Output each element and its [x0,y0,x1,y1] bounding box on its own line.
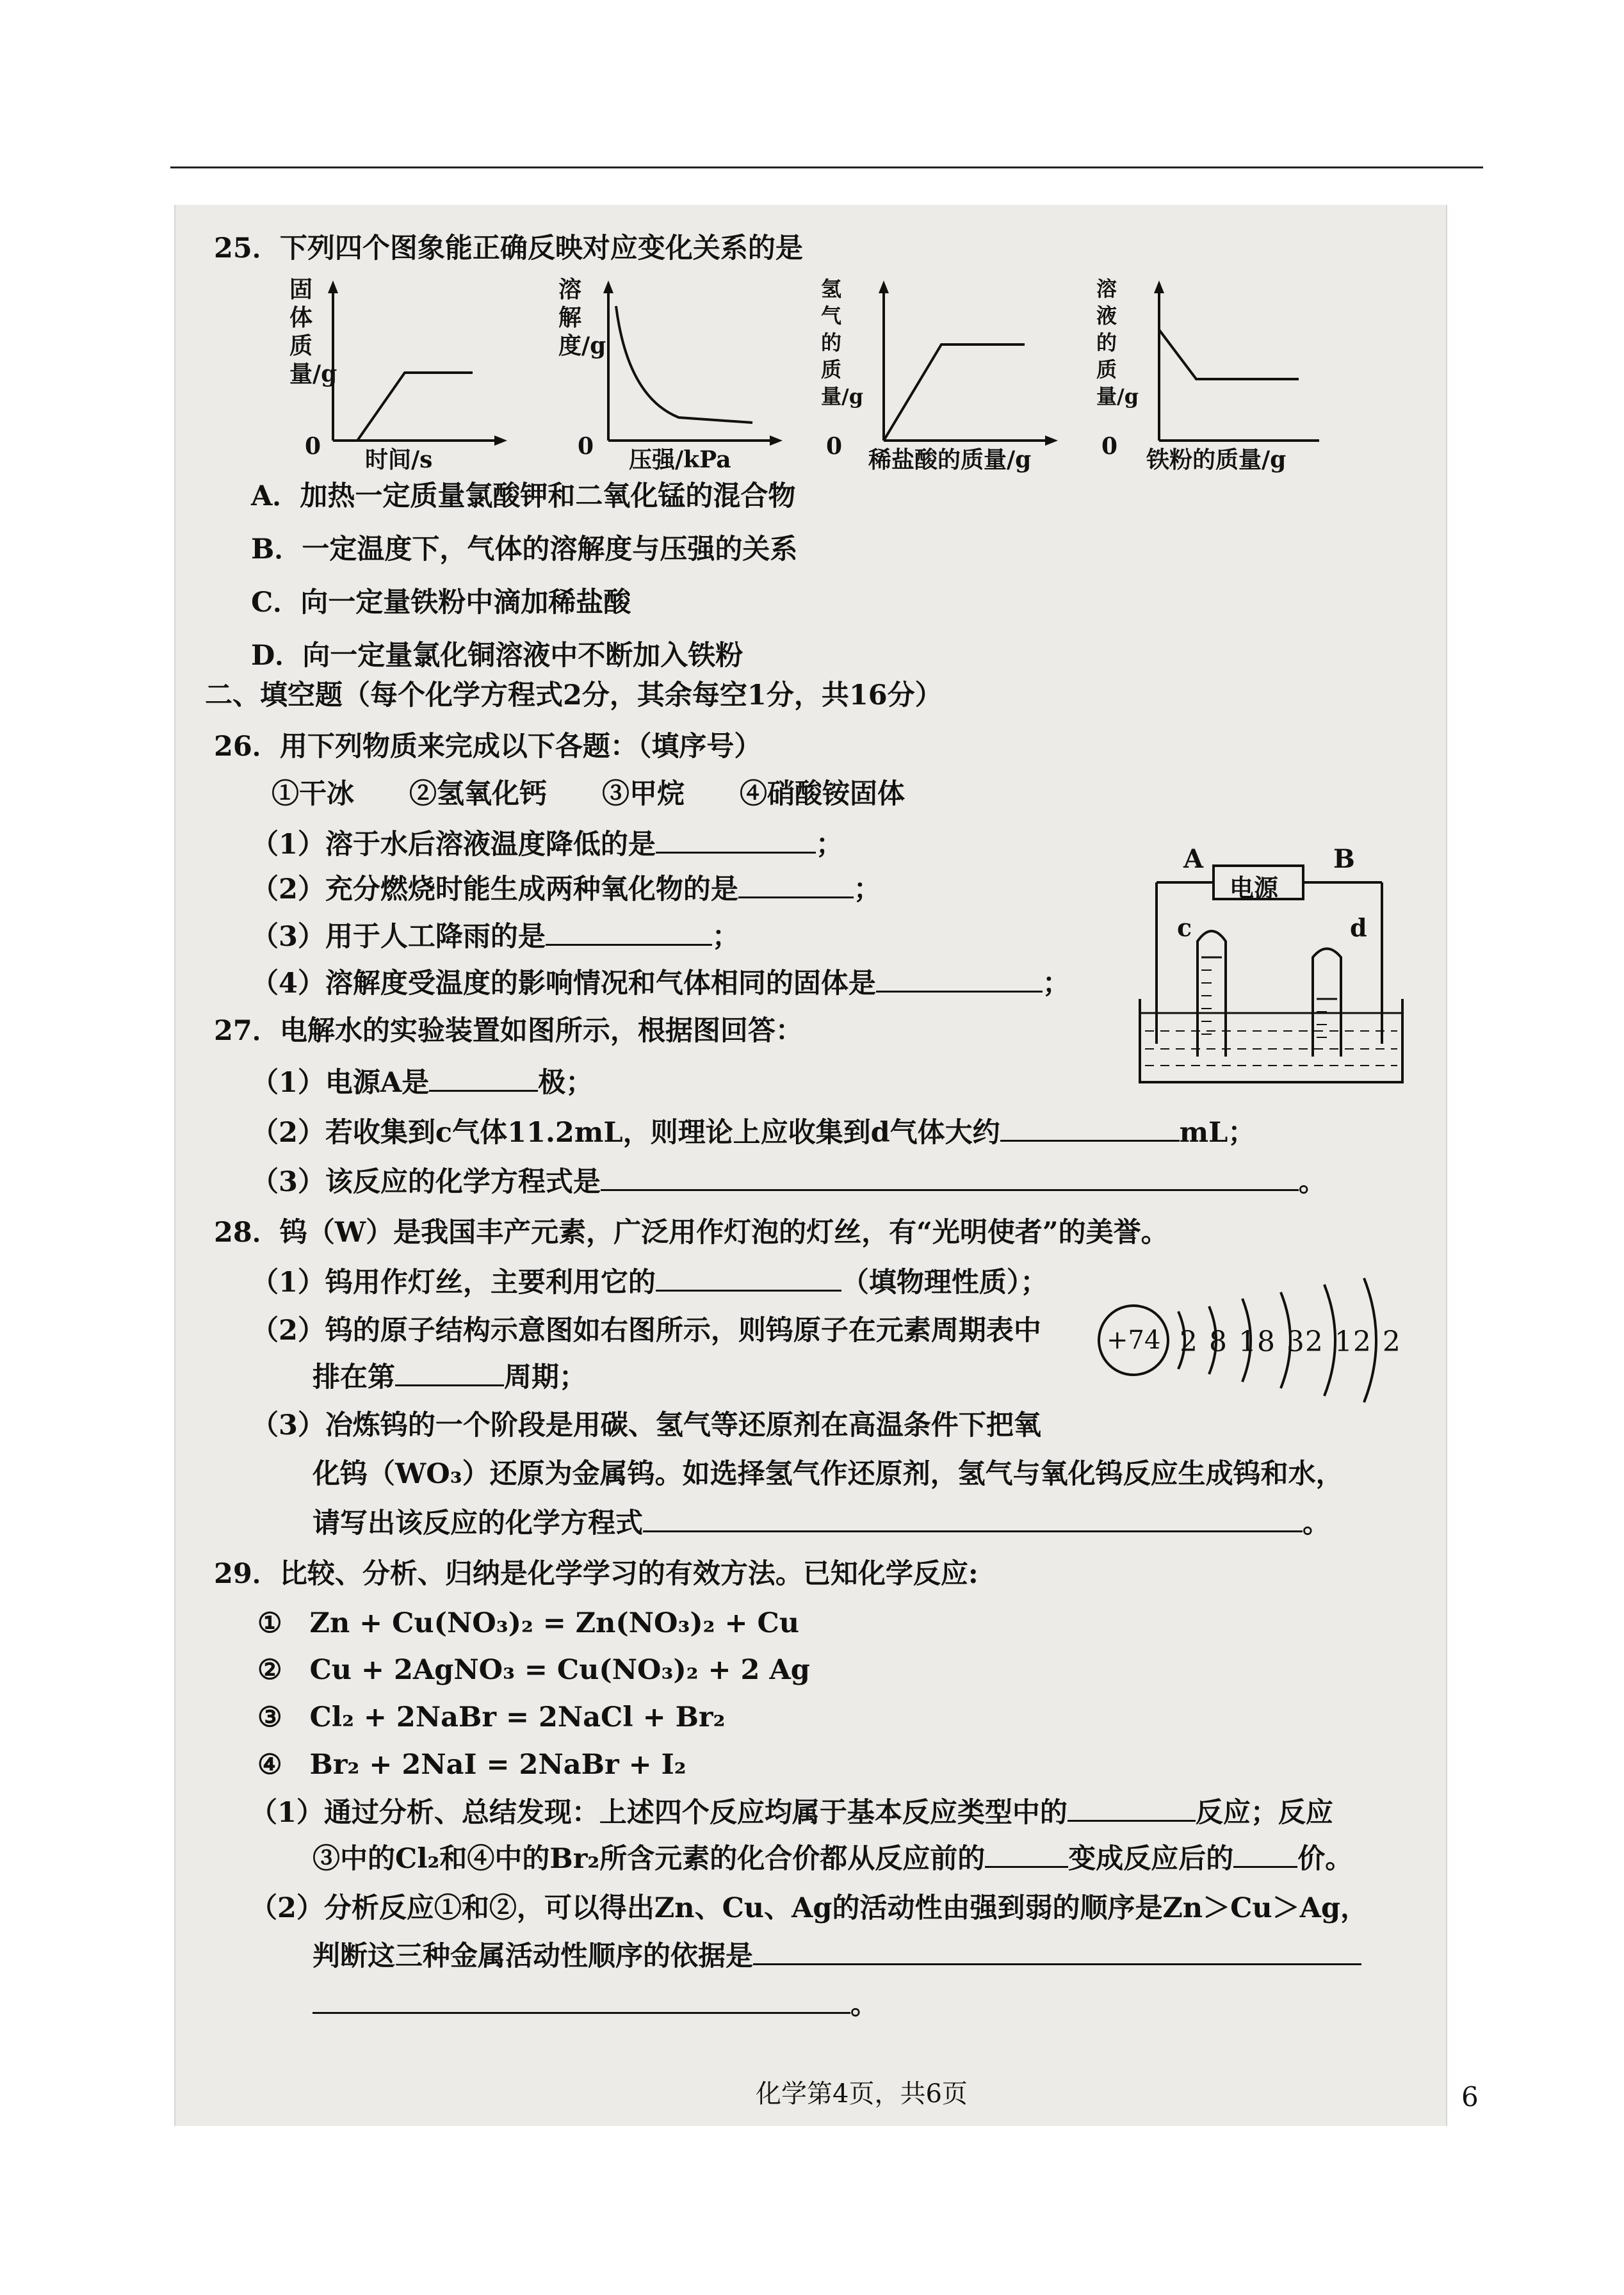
q29-reaction-1: ① Zn + Cu(NO₃)₂ = Zn(NO₃)₂ + Cu [257,1607,799,1639]
graph-b-curve [616,306,752,423]
q29-answer-1[interactable] [1068,1793,1196,1822]
q28-title: 28．钨（W）是我国丰产元素，广泛用作灯泡的灯丝，有“光明使者”的美誉。 [214,1217,1169,1249]
q28-item-3: 请写出该反应的化学方程式 。 [313,1504,1330,1543]
q28-item-2: 排在第 周期； [313,1358,587,1397]
q28-answer-1[interactable] [656,1263,841,1292]
graph-a [328,280,507,446]
graph-c-ylabel: 氢气的质量/g [821,277,864,409]
graph-d-xlabel: 铁粉的质量/g [1146,446,1287,473]
q26-title: 26．用下列物质来完成以下各题：（填序号） [214,731,762,763]
q25-option-c: C．向一定量铁粉中滴加稀盐酸 [251,587,631,619]
q26-item-3: （3）用于人工降雨的是 ； [251,917,740,956]
q27-title: 27．电解水的实验装置如图所示，根据图回答： [214,1015,803,1047]
apparatus-label-c: c [1177,913,1192,942]
q28-answer-3[interactable] [643,1504,1303,1532]
q25-title: 25．下列四个图象能正确反映对应变化关系的是 [214,232,803,264]
graph-d-origin: 0 [1101,433,1118,460]
q26-answer-4[interactable] [876,964,1043,993]
graph-a-ylabel: 固体质量/g [289,276,337,387]
section-title: 二、填空题（每个化学方程式2分，其余每空1分，共16分） [205,679,943,711]
q26-item-1: （1）溶于水后溶液温度降低的是 ； [251,825,843,864]
graph-b [603,280,783,446]
graph-c-curve [884,345,1025,441]
q26-item-4: （4）溶解度受温度的影响情况和气体相同的固体是 ； [251,964,1070,1003]
q29-item-2: 判断这三种金属活动性顺序的依据是 [313,1936,1361,1975]
q27-answer-1[interactable] [429,1063,538,1092]
q25-graphs [256,269,1319,467]
graph-a-curve [333,373,473,441]
graph-a-xlabel: 时间/s [365,446,433,473]
q27-answer-3[interactable] [601,1162,1299,1191]
apparatus-label-d: d [1350,913,1367,942]
q26-choices: ①干冰 ②氢氧化钙 ③甲烷 ④硝酸铵固体 [272,778,905,810]
page-number: 6 [1461,2081,1479,2113]
q28-item-2-line1: （2）钨的原子结构示意图如右图所示，则钨原子在元素周期表中 [251,1315,1041,1347]
q26-answer-3[interactable] [546,917,712,946]
q27-item-1: （1）电源A是 极； [251,1063,593,1102]
graph-c-xlabel: 稀盐酸的质量/g [868,446,1032,473]
q29-answer-3[interactable] [1233,1839,1297,1868]
q25-option-a: A．加热一定质量氯酸钾和二氧化锰的混合物 [251,480,796,512]
page-footer: 化学第4页，共6页 [756,2079,968,2109]
q29-reaction-2: ② Cu + 2AgNO₃ = Cu(NO₃)₂ + 2 Ag [257,1654,810,1686]
q29-reaction-3: ③ Cl₂ + 2NaBr = 2NaCl + Br₂ [257,1701,726,1733]
graph-a-origin: 0 [305,433,321,460]
q29-item-2-cont: 。 [313,1985,878,2024]
q28-answer-2[interactable] [395,1358,504,1386]
q27-item-3: （3）该反应的化学方程式是 。 [251,1162,1326,1201]
q25-option-d: D．向一定量氯化铜溶液中不断加入铁粉 [251,640,743,672]
q29-item-1b: ③中的Cl₂和④中的Br₂所含元素的化合价都从反应前的 变成反应后的 价。 [313,1839,1352,1878]
graph-d-ylabel: 溶液的质量/g [1096,277,1139,409]
graph-b-xlabel: 压强/kPa [629,446,731,473]
q29-answer-4[interactable] [753,1936,1361,1965]
q28-item-1: （1）钨用作灯丝，主要利用它的 （填物理性质）； [251,1263,1048,1302]
q26-item-4-text: （4）溶解度受温度的影响情况和气体相同的固体是 [251,968,876,1000]
q27-answer-2[interactable] [1000,1113,1180,1142]
graph-c [879,280,1058,446]
q28-item-3-line2: 化钨（WO₃）还原为金属钨。如选择氢气作还原剂，氢气与氧化钨反应生成钨和水， [313,1458,1344,1490]
graph-c-origin: 0 [826,433,843,460]
graph-d-curve [1159,330,1299,379]
q29-item-2-line1: （2）分析反应①和②，可以得出Zn、Cu、Ag的活动性由强到弱的顺序是Zn＞Cu＞Ag， [250,1892,1368,1924]
atom-nucleus-label: +74 [1107,1326,1161,1355]
graph-b-origin: 0 [578,433,594,460]
graph-b-ylabel: 溶解度/g [558,276,606,359]
apparatus-power-label: 电源 [1230,873,1279,902]
q28-item-3-line1: （3）冶炼钨的一个阶段是用碳、氢气等还原剂在高温条件下把氧 [251,1409,1041,1441]
apparatus-label-a: A [1183,844,1204,874]
q29-item-1: （1）通过分析、总结发现：上述四个反应均属于基本反应类型中的 反应；反应 [250,1793,1333,1832]
q26-item-1-text: （1）溶于水后溶液温度降低的是 [251,829,656,861]
q26-item-2: （2）充分燃烧时能生成两种氧化物的是 ； [251,870,881,909]
q26-item-3-text: （3）用于人工降雨的是 [251,921,546,953]
header-rule [170,166,1483,168]
q29-title: 29．比较、分析、归纳是化学学习的有效方法。已知化学反应: [214,1558,978,1590]
q25-option-b: B．一定温度下，气体的溶解度与压强的关系 [251,533,798,565]
q29-reaction-4: ④ Br₂ + 2NaI = 2NaBr + I₂ [257,1749,686,1781]
q29-answer-2[interactable] [985,1839,1068,1868]
q26-answer-2[interactable] [738,870,854,898]
q26-item-2-text: （2）充分燃烧时能生成两种氧化物的是 [251,873,738,905]
q26-answer-1[interactable] [656,825,816,854]
graph-d [1154,280,1319,446]
q29-answer-4-cont[interactable] [313,1985,850,2014]
atom-shells-label: 2 8 18 32 12 2 [1180,1326,1401,1358]
q27-item-2: （2）若收集到c气体11.2mL，则理论上应收集到d气体大约 mL； [251,1113,1255,1152]
apparatus-label-b: B [1333,844,1355,874]
